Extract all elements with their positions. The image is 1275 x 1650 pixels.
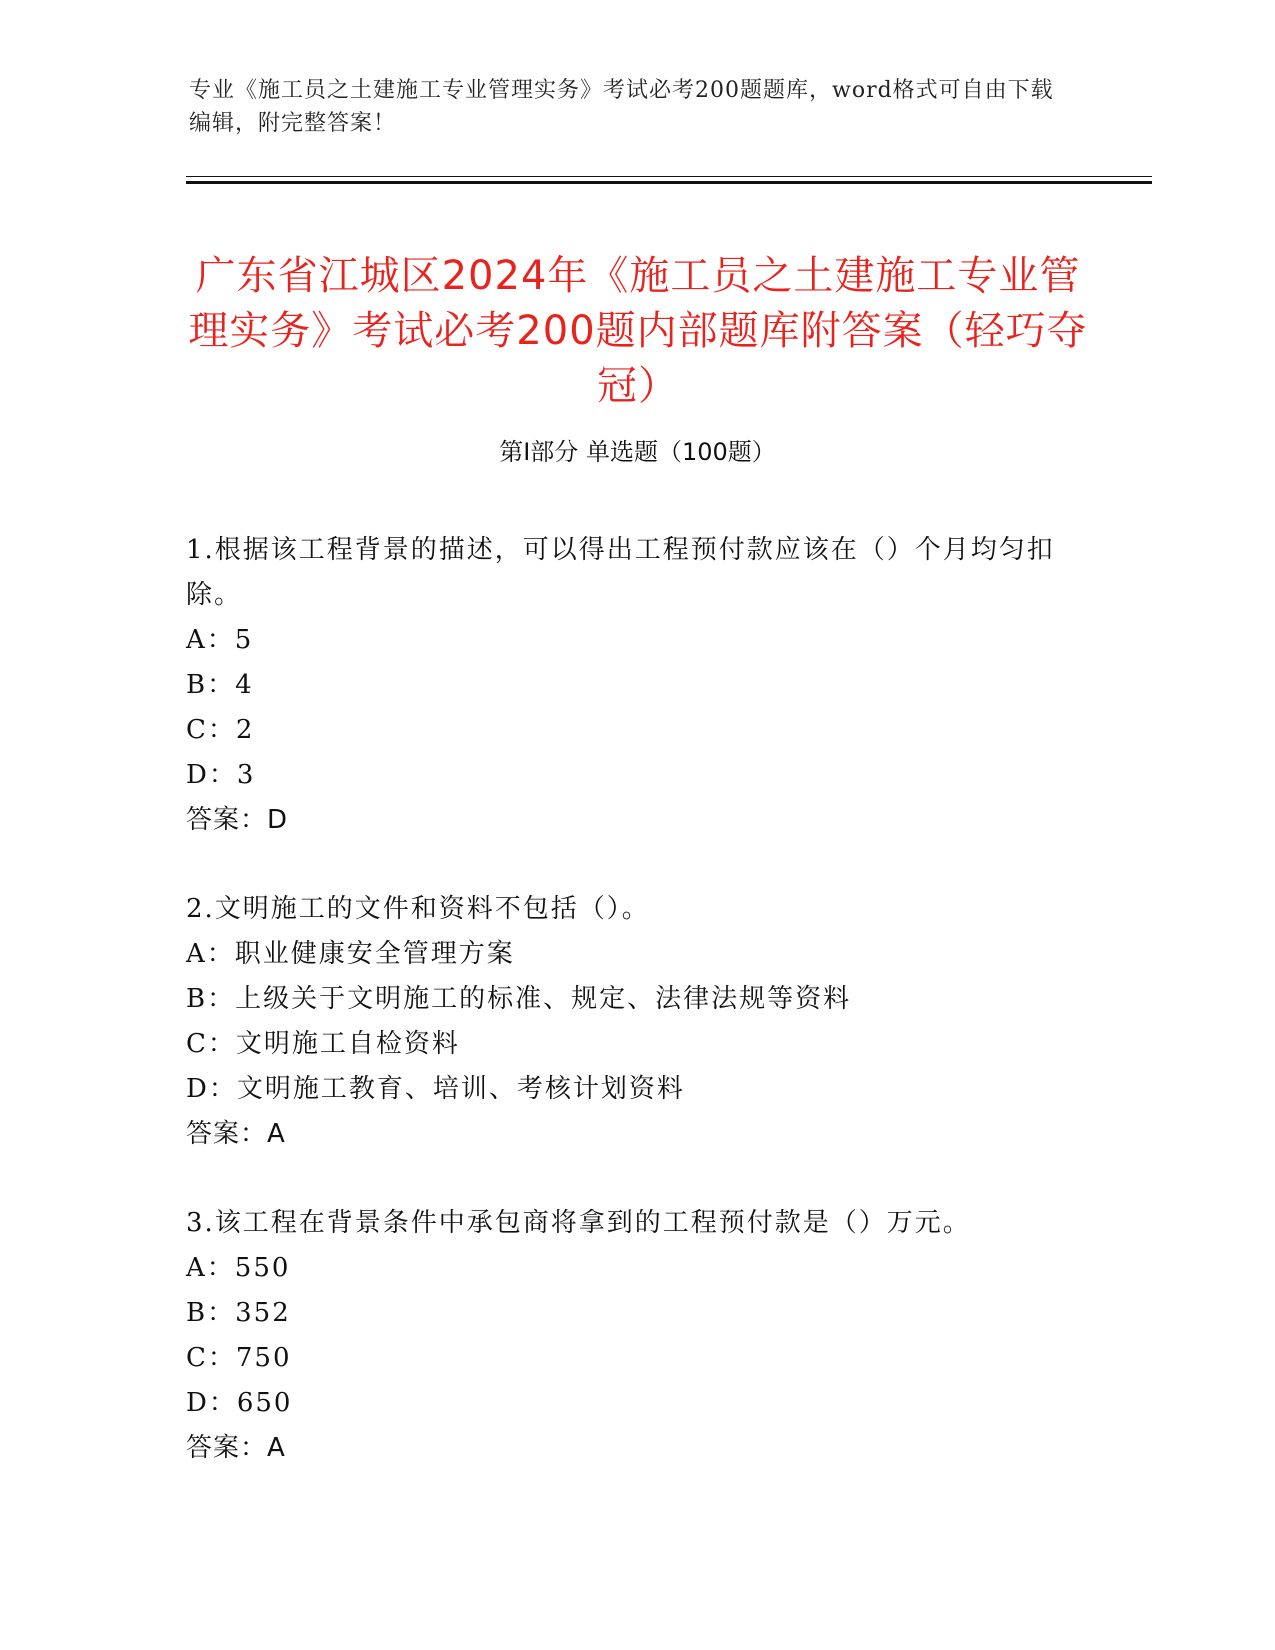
option-b: B：4 bbox=[186, 670, 254, 700]
header-divider-thin bbox=[186, 176, 1152, 177]
answer-line: 答案：A bbox=[186, 1433, 286, 1463]
option-a: A：职业健康安全管理方案 bbox=[186, 939, 515, 969]
option-b: B：352 bbox=[186, 1298, 291, 1328]
option-d: D：3 bbox=[186, 760, 256, 790]
option-c: C：文明施工自检资料 bbox=[186, 1029, 460, 1059]
question-list bbox=[186, 528, 1066, 1515]
option-d: D：文明施工教育、培训、考核计划资料 bbox=[186, 1074, 685, 1104]
option-c: C：750 bbox=[186, 1343, 292, 1373]
option-a: A：550 bbox=[186, 1253, 291, 1283]
option-a: A：5 bbox=[186, 625, 254, 655]
answer-line: 答案：D bbox=[186, 805, 289, 835]
option-c: C：2 bbox=[186, 715, 255, 745]
question-stem: 1.根据该工程背景的描述，可以得出工程预付款应该在（）个月均匀扣除。 bbox=[186, 535, 1055, 610]
section-heading: 第I部分 单选题（100题） bbox=[499, 438, 776, 466]
question-stem: 3.该工程在背景条件中承包商将拿到的工程预付款是（）万元。 bbox=[186, 1208, 971, 1238]
option-d: D：650 bbox=[186, 1388, 293, 1418]
document-title: 广东省江城区2024年《施工员之土建施工专业管理实务》考试必考200题内部题库附答案（轻巧夺冠） bbox=[188, 252, 1088, 409]
question-2 bbox=[186, 887, 1066, 1157]
answer-line: 答案：A bbox=[186, 1119, 286, 1149]
header-divider-thick bbox=[186, 181, 1152, 184]
question-stem: 2.文明施工的文件和资料不包括（）。 bbox=[186, 894, 650, 924]
option-b: B：上级关于文明施工的标准、规定、法律法规等资料 bbox=[186, 984, 852, 1014]
header-note: 专业《施工员之土建施工专业管理实务》考试必考200题题库，word格式可自由下载编辑，附完整答案！ bbox=[189, 78, 1054, 136]
question-1 bbox=[186, 528, 1066, 843]
question-3 bbox=[186, 1201, 1066, 1471]
